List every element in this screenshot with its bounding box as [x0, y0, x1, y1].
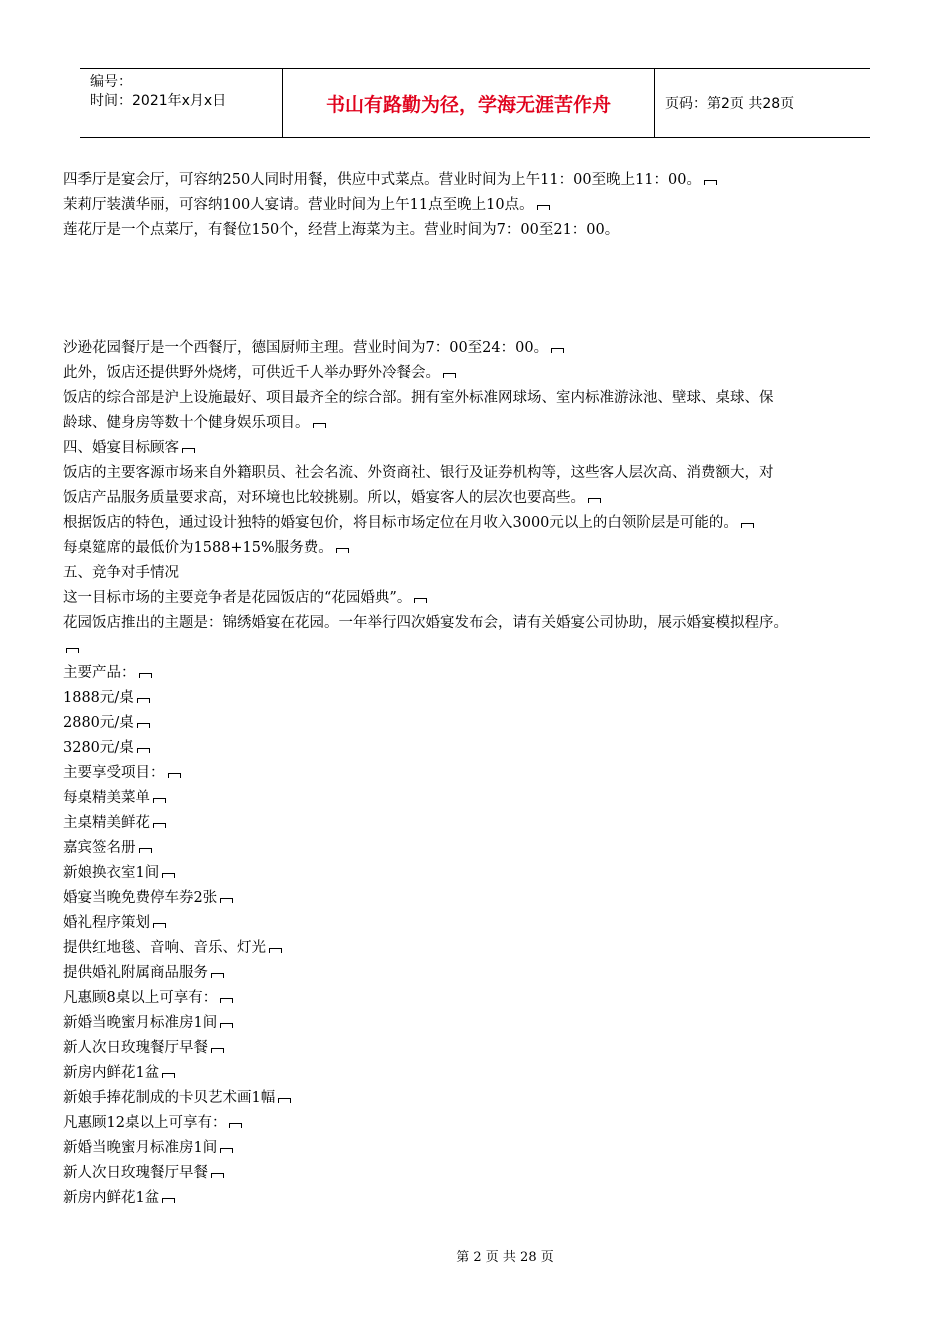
paragraph-line: 饭店的主要客源市场来自外籍职员、社会名流、外资商社、银行及证券机构等，这些客人层次高、消费额大，对 [63, 465, 774, 481]
paragraph-line: 饭店产品服务质量要求高，对环境也比较挑剔。所以，婚宴客人的层次也要高些。 [63, 486, 893, 511]
motto: 书山有路勤为径，学海无涯苦作舟 [282, 69, 655, 137]
paragraph-line: 茉莉厅装潢华丽，可容纳100人宴请。营业时间为上午11点至晚上10点。 [63, 193, 893, 218]
paragraph-mark-icon [211, 1173, 224, 1178]
list-item: 新娘换衣室1间 [63, 861, 893, 886]
date-label: 时间：2021年x月x日 [90, 93, 227, 109]
header-meta [80, 69, 282, 137]
paragraph-line: 沙逊花园餐厅是一个西餐厅，德国厨师主理。营业时间为7：00至24：00。 [63, 336, 893, 361]
paragraph-mark-icon [182, 448, 195, 453]
paragraph-mark-icon [588, 498, 601, 503]
list-item: 新娘手捧花制成的卡贝艺术画1幅 [63, 1086, 893, 1111]
list-item: 嘉宾签名册 [63, 836, 893, 861]
paragraph-mark-icon [139, 673, 152, 678]
number-label: 编号： [90, 74, 132, 90]
paragraph-mark-icon [153, 823, 166, 828]
paragraph-mark-icon [269, 948, 282, 953]
paragraph-mark-icon [551, 348, 564, 353]
paragraph-line: 根据饭店的特色，通过设计独特的婚宴包价，将目标市场定位在月收入3000元以上的白领阶层是可能的。 [63, 511, 893, 536]
page-footer: 第 2 页 共 28 页 [456, 1250, 554, 1265]
paragraph-line [63, 636, 893, 661]
list-item: 婚礼程序策划 [63, 911, 893, 936]
document-body [63, 168, 893, 1211]
paragraph-mark-icon [414, 598, 427, 603]
list-item: 主要享受项目： [63, 761, 893, 786]
paragraph-line: 花园饭店推出的主题是：锦绣婚宴在花园。一年举行四次婚宴发布会，请有关婚宴公司协助，展示婚宴模拟程序。 [63, 615, 788, 631]
list-item: 新婚当晚蜜月标准房1间 [63, 1011, 893, 1036]
paragraph-line: 莲花厅是一个点菜厅，有餐位150个，经营上海菜为主。营业时间为7：00至21：00。 [63, 222, 620, 238]
paragraph-mark-icon [220, 1023, 233, 1028]
paragraph-mark-icon [168, 773, 181, 778]
list-item: 主桌精美鲜花 [63, 811, 893, 836]
paragraph-mark-icon [537, 205, 550, 210]
list-item: 提供红地毯、音响、音乐、灯光 [63, 936, 893, 961]
paragraph-mark-icon [162, 1198, 175, 1203]
paragraph-line: 此外，饭店还提供野外烧烤，可供近千人举办野外冷餐会。 [63, 361, 893, 386]
list-item: 每桌精美菜单 [63, 786, 893, 811]
paragraph-mark-icon [211, 973, 224, 978]
paragraph-mark-icon [336, 548, 349, 553]
paragraph-mark-icon [229, 1123, 242, 1128]
paragraph-mark-icon [139, 848, 152, 853]
paragraph-mark-icon [153, 923, 166, 928]
list-item: 新婚当晚蜜月标准房1间 [63, 1136, 893, 1161]
paragraph-mark-icon [741, 523, 754, 528]
list-item: 凡惠顾8桌以上可享有： [63, 986, 893, 1011]
list-item: 凡惠顾12桌以上可享有： [63, 1111, 893, 1136]
paragraph-mark-icon [162, 873, 175, 878]
paragraph-mark-icon [443, 373, 456, 378]
paragraph-line: 龄球、健身房等数十个健身娱乐项目。 [63, 411, 893, 436]
paragraph-mark-icon [278, 1098, 291, 1103]
paragraph-mark-icon [220, 898, 233, 903]
paragraph-line: 四季厅是宴会厅，可容纳250人同时用餐，供应中式菜点。营业时间为上午11：00至晚上11：00。 [63, 168, 893, 193]
paragraph-line: 这一目标市场的主要竞争者是花园饭店的“花园婚典”。 [63, 586, 893, 611]
paragraph-mark-icon [153, 798, 166, 803]
section-heading: 五、竞争对手情况 [63, 565, 179, 581]
list-item: 新房内鲜花1盆 [63, 1186, 893, 1211]
list-item: 2880元/桌 [63, 711, 893, 736]
paragraph-mark-icon [211, 1048, 224, 1053]
list-item: 主要产品： [63, 661, 893, 686]
paragraph-mark-icon [313, 423, 326, 428]
list-item: 新房内鲜花1盆 [63, 1061, 893, 1086]
paragraph-mark-icon [220, 1148, 233, 1153]
paragraph-line: 饭店的综合部是沪上设施最好、项目最齐全的综合部。拥有室外标准网球场、室内标准游泳池、壁球、桌球、保 [63, 390, 774, 406]
paragraph-mark-icon [162, 1073, 175, 1078]
paragraph-mark-icon [704, 180, 717, 185]
page-info: 页码：第2页 共28页 [665, 96, 795, 112]
list-item: 新人次日玫瑰餐厅早餐 [63, 1161, 893, 1186]
list-item: 提供婚礼附属商品服务 [63, 961, 893, 986]
paragraph-mark-icon [137, 723, 150, 728]
paragraph-mark-icon [137, 748, 150, 753]
paragraph-line: 每桌筵席的最低价为1588+15%服务费。 [63, 536, 893, 561]
list-item: 新人次日玫瑰餐厅早餐 [63, 1036, 893, 1061]
paragraph-mark-icon [137, 698, 150, 703]
page-header [80, 68, 870, 138]
list-item: 3280元/桌 [63, 736, 893, 761]
paragraph-mark-icon [66, 648, 79, 653]
paragraph-mark-icon [220, 998, 233, 1003]
list-item: 婚宴当晚免费停车券2张 [63, 886, 893, 911]
list-item: 1888元/桌 [63, 686, 893, 711]
section-heading: 四、婚宴目标顾客 [63, 436, 893, 461]
